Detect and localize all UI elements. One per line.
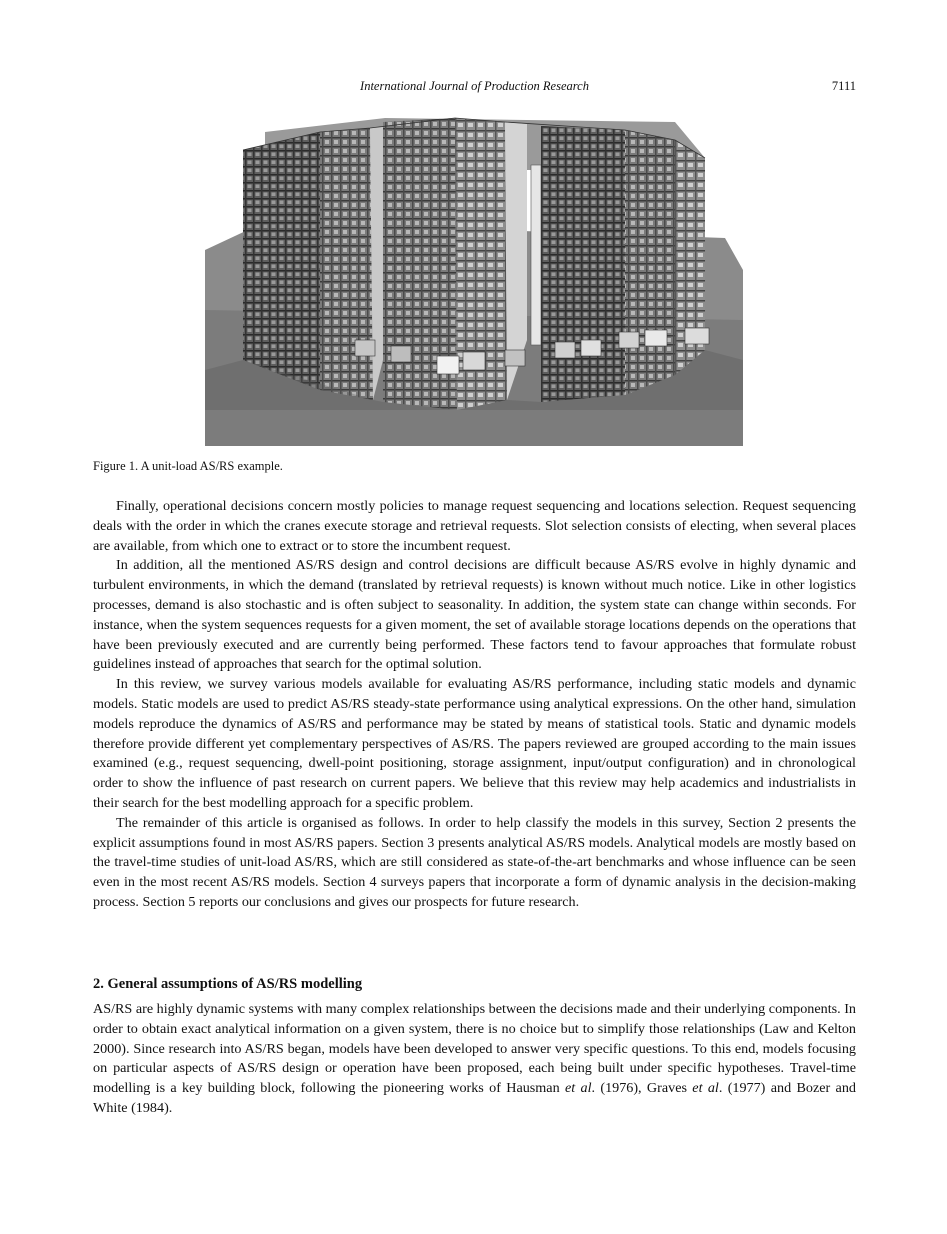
section-paragraph	[93, 1000, 856, 1119]
body-text	[93, 497, 856, 913]
et-al: et al	[692, 1080, 719, 1097]
section-text	[93, 1000, 856, 1119]
et-al: et al	[564, 1080, 592, 1097]
section-text-part: AS/RS are highly dynamic systems with many complex relationships between the decisions made and their underlying components. In order to obtain exact analytical information on a given system, there is no choice but to simplify those relationships (Law and Kelton 2000). Since research into AS/RS began, models have been developed to answer very specific questions. To this end, models focusing on particular aspects of AS/RS design or operation have been proposed, each being built under specific hypotheses. Travel-time modelling is a key building block, following the pioneering works of Hausman	[93, 1001, 856, 1097]
paragraph: In this review, we survey various models available for evaluating AS/RS performance, including static models and dynamic models. Static models are used to predict AS/RS steady-state performance using analytical expressions. On the other hand, simulation models reproduce the dynamics of AS/RS and performance may be stated by means of statistical tools. Static and dynamic models therefore provide different yet complementary perspectives of AS/RS. The papers reviewed are grouped according to the main issues examined (e.g., request sequencing, dwell-point positioning, storage assignment, input/output configuration) and in chronological order to show the influence of past research on current papers. We believe that this review may help academics and industrialists in their search for the best modelling approach for a specific problem.	[93, 676, 856, 811]
page-number: 7111	[831, 79, 856, 93]
journal-title: International Journal of Production Research	[360, 79, 589, 93]
section-heading: 2. General assumptions of AS/RS modelling	[93, 976, 363, 992]
figure-asrs-rendering	[205, 110, 743, 446]
warehouse-illustration	[205, 110, 743, 446]
section-text-part: . (1976), Graves	[591, 1080, 693, 1097]
paragraph: Finally, operational decisions concern mostly policies to manage request sequencing and locations selection. Request sequencing deals with the order in which the cranes execute storage and retrieval requests. Slot selection consists of electing, when several places are available, from which one to extract or to store the incumbent request.	[93, 498, 856, 554]
section-text-part: . (1977) and Bozer and White (1984).	[93, 1080, 856, 1116]
running-head	[93, 79, 856, 97]
figure-caption: Figure 1. A unit-load AS/RS example.	[93, 459, 283, 473]
paragraph: The remainder of this article is organised as follows. In order to help classify the models in this survey, Section 2 presents the explicit assumptions found in most AS/RS papers. Section 3 presents analytical AS/RS models. Analytical models are mostly based on the travel-time studies of unit-load AS/RS, which are still considered as state-of-the-art benchmarks and whose influence can be seen even in the most recent AS/RS models. Section 4 surveys papers that incorporate a form of dynamic analysis in the decision-making process. Section 5 reports our conclusions and gives our prospects for future research.	[93, 814, 856, 910]
paragraph: In addition, all the mentioned AS/RS design and control decisions are difficult because AS/RS evolve in highly dynamic and turbulent environments, in which the demand (translated by retrieval requests) is known without much notice. Like in other logistics processes, demand is also stochastic and is often subject to seasonality. In addition, the system state can change within seconds. For instance, when the system sequences requests for a given moment, the set of available storage locations depends on the operations that have been previously executed and are currently being performed. These factors tend to favour approaches that formulate robust guidelines instead of approaches that search for the optimal solution.	[93, 557, 856, 673]
